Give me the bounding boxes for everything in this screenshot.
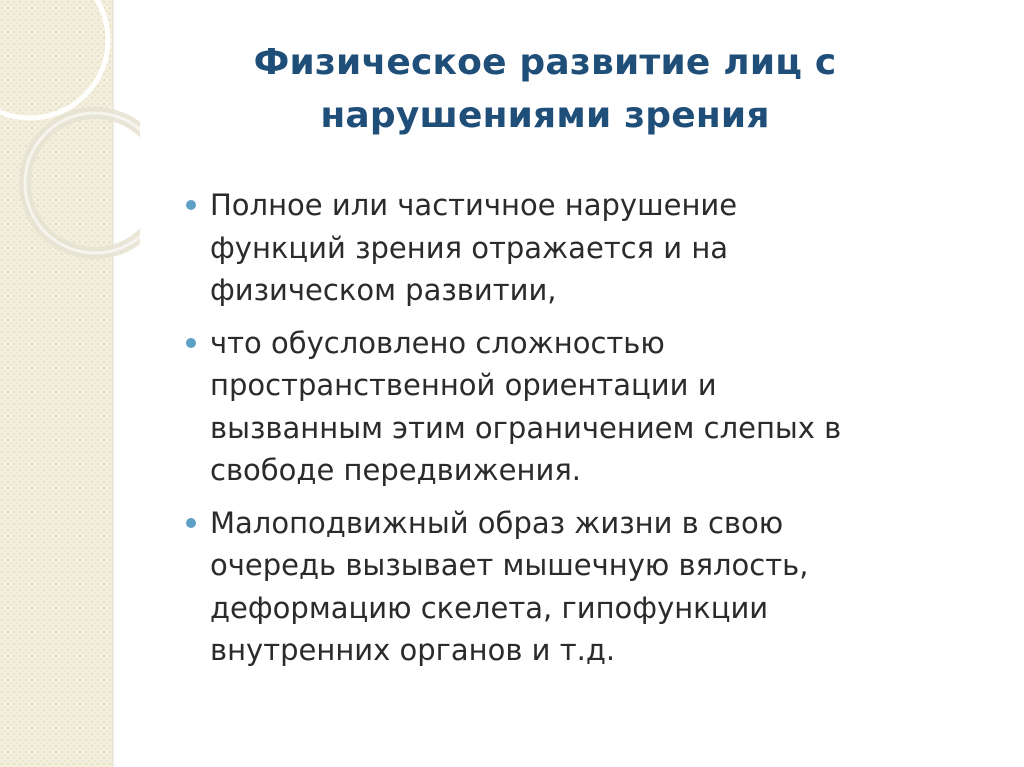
bullet-text-line: физическом развитии, — [210, 273, 557, 307]
slide-title — [160, 36, 930, 142]
bullet-text-line: деформацию скелета, гипофункции — [210, 590, 769, 625]
bullet-text-line: что обусловлено сложностью — [210, 325, 665, 360]
bullet-item — [186, 322, 986, 492]
bullet-text-line: вызванным этим ограничением слепых в — [210, 410, 842, 445]
decorative-circles-icon — [0, 0, 140, 260]
round-bullet-icon — [186, 200, 196, 210]
bullet-text-line: функций зрения отражается и на — [210, 230, 729, 265]
title-line-1: Физическое развитие лиц с — [253, 42, 837, 83]
round-bullet-icon — [186, 518, 196, 528]
bullet-text-line: внутренних органов и т.д. — [210, 633, 616, 667]
bullet-text-line: пространственной ориентации и — [210, 368, 717, 402]
bullet-text-line: очередь вызывает мышечную вялость, — [210, 548, 809, 582]
bullet-item — [186, 184, 986, 312]
bullet-list — [186, 184, 986, 682]
bullet-text-line: Полное или частичное нарушение — [210, 188, 738, 222]
title-line-2: нарушениями зрения — [320, 95, 770, 136]
round-bullet-icon — [186, 338, 196, 348]
bullet-text-line: Малоподвижный образ жизни в свою — [210, 505, 784, 540]
bullet-text-line: свободе передвижения. — [210, 453, 581, 487]
bullet-item — [186, 502, 986, 672]
